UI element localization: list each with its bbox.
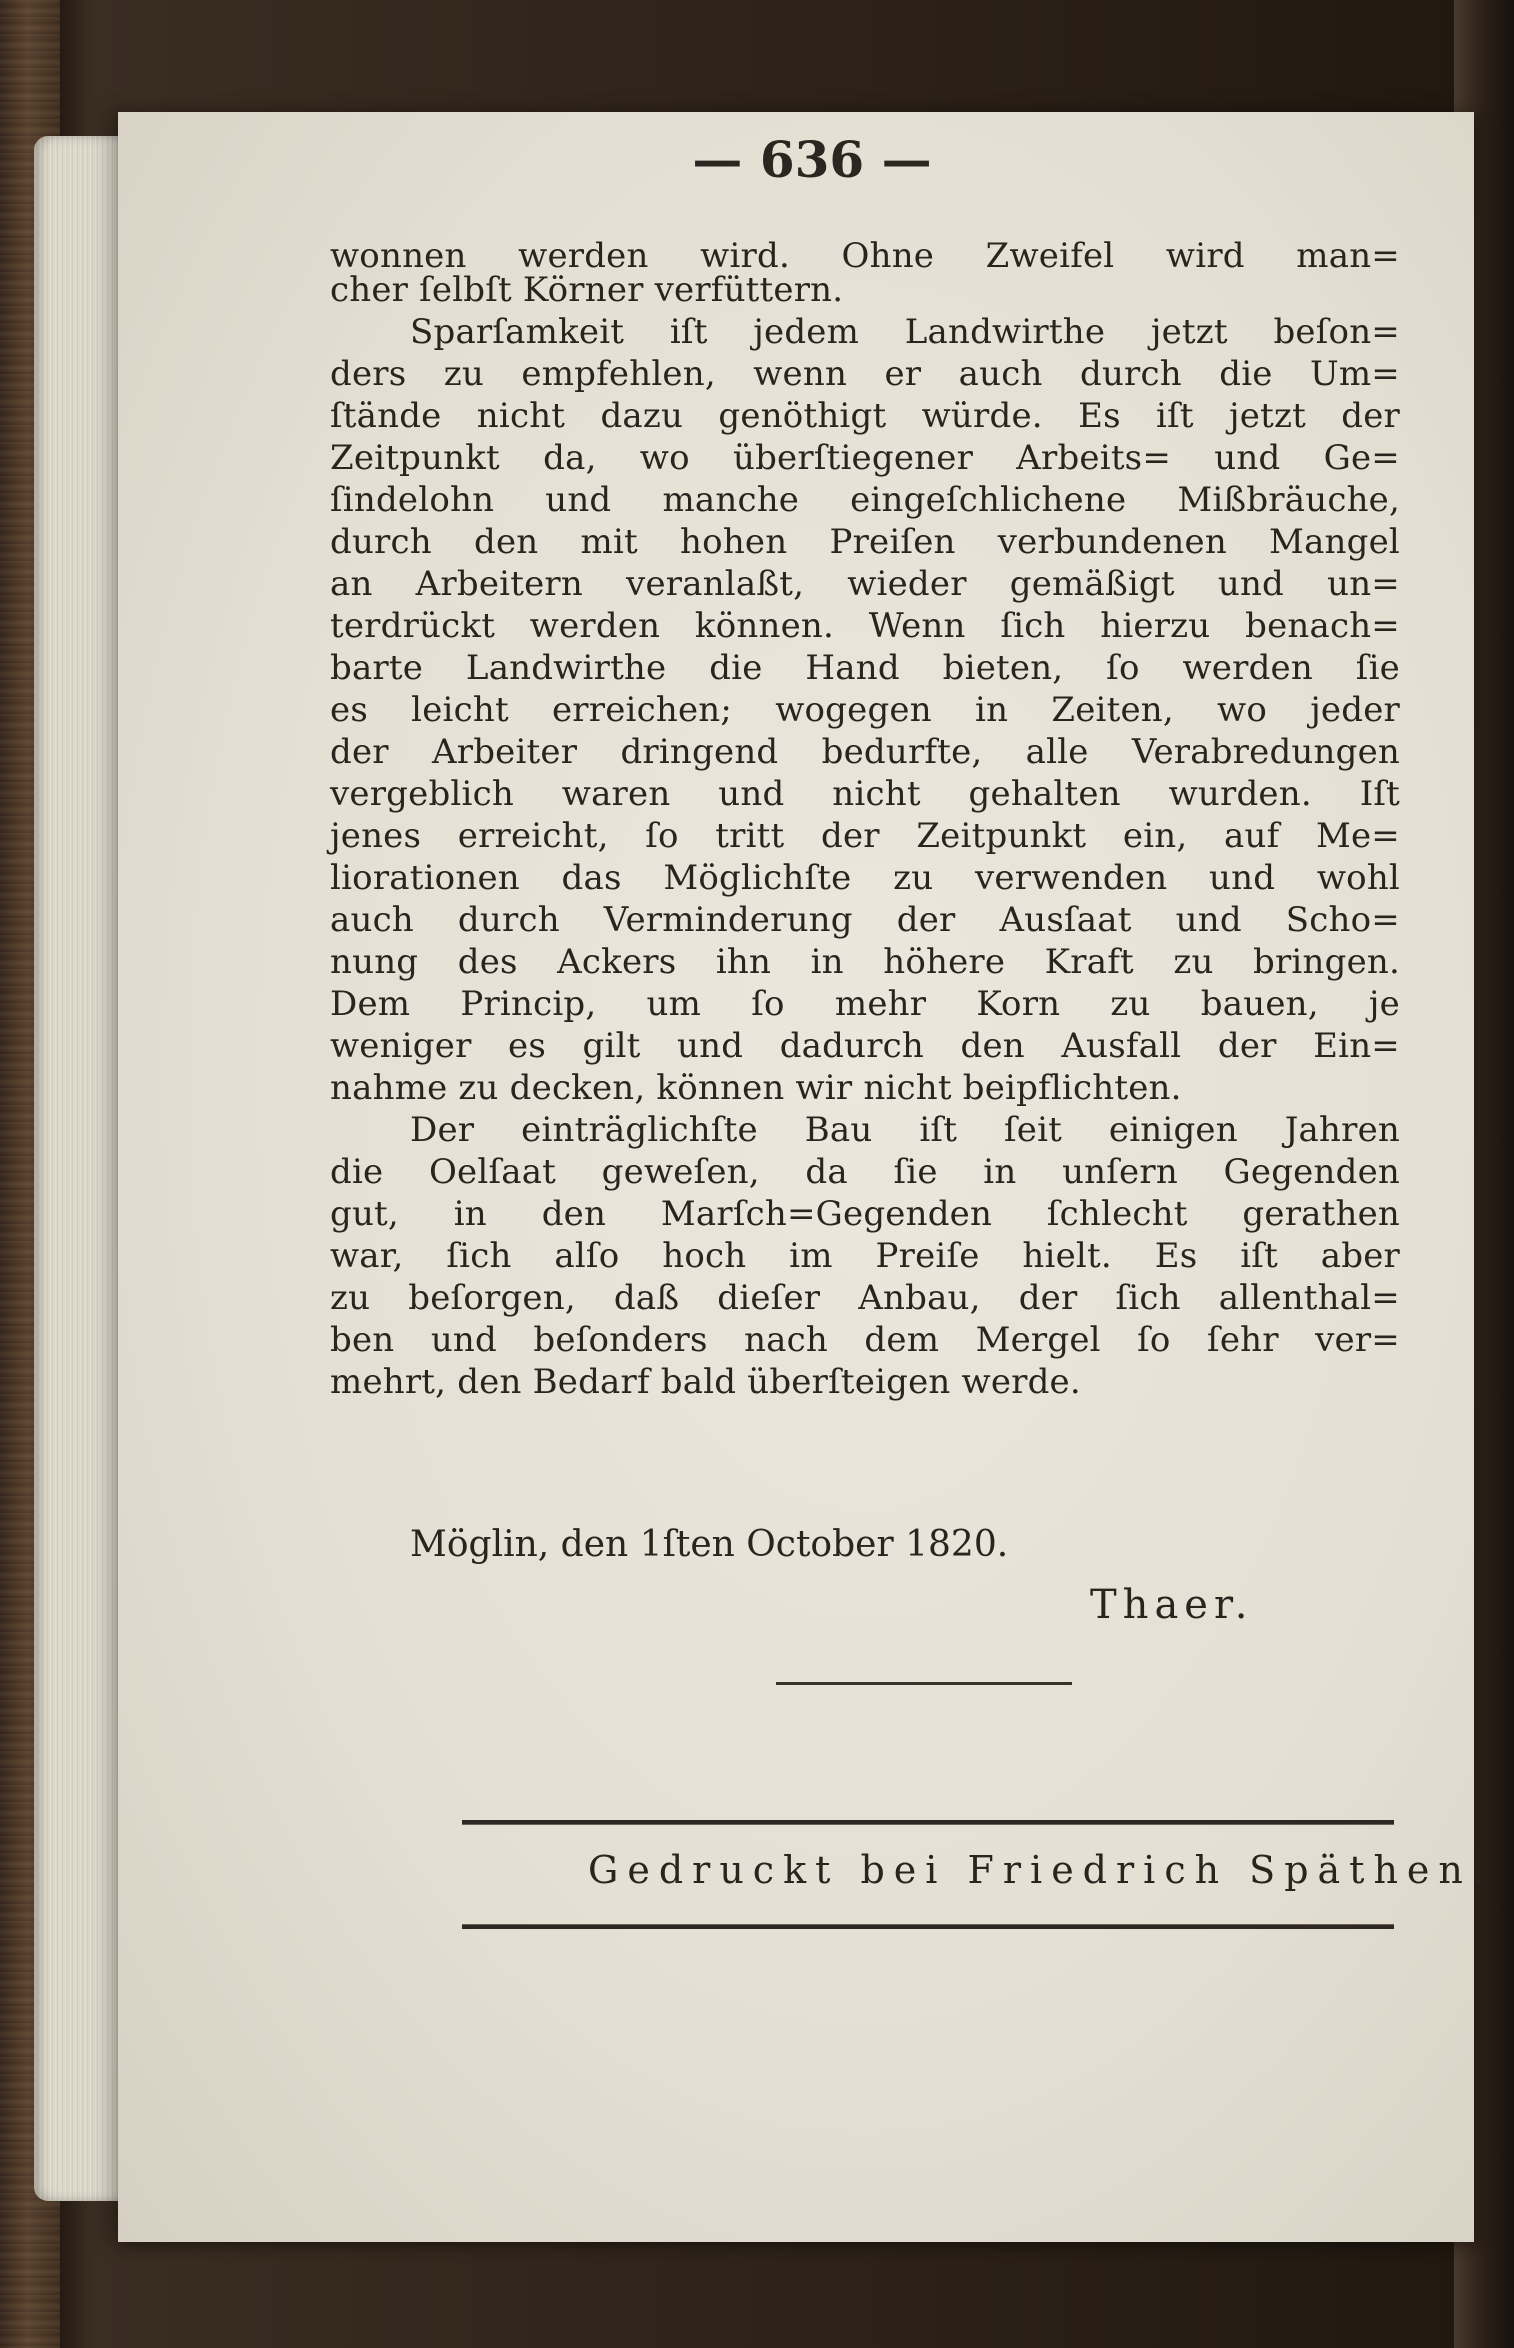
text-line: ders zu empfehlen, wenn er auch durch die Um=: [330, 354, 1400, 394]
page-number: — 636 —: [692, 130, 932, 189]
text-line: auch durch Verminderung der Ausſaat und Scho=: [330, 900, 1400, 940]
text-line: cher ſelbſt Körner verfüttern.: [330, 270, 844, 310]
text-line: zu beſorgen, daß dieſer Anbau, der ſich allenthal=: [330, 1278, 1400, 1318]
body-text: [330, 236, 1400, 1686]
text-line: terdrückt werden können. Wenn ſich hierzu benach=: [330, 606, 1400, 646]
text-line: Sparſamkeit iſt jedem Landwirthe jetzt beſon=: [410, 312, 1400, 352]
text-line: es leicht erreichen; wogegen in Zeiten, wo jeder: [330, 690, 1400, 730]
text-line: ben und beſonders nach dem Mergel ſo ſehr ver=: [330, 1320, 1400, 1360]
text-line: gut, in den Marſch=Gegenden ſchlecht gerathen: [330, 1194, 1400, 1234]
text-line: ſtände nicht dazu genöthigt würde. Es iſt jetzt der: [330, 396, 1400, 436]
printer-imprint: Gedruckt bei Friedrich Späthen.: [588, 1848, 1493, 1892]
text-line: der Arbeiter dringend bedurfte, alle Verabredungen: [330, 732, 1400, 772]
text-line: nung des Ackers ihn in höhere Kraft zu bringen.: [330, 942, 1400, 982]
text-line: liorationen das Möglichſte zu verwenden und wohl: [330, 858, 1400, 898]
text-line: Der einträglichſte Bau iſt ſeit einigen Jahren: [410, 1110, 1400, 1150]
text-line: Dem Princip, um ſo mehr Korn zu bauen, je: [330, 984, 1400, 1024]
text-line: vergeblich waren und nicht gehalten wurden. Iſt: [330, 774, 1400, 814]
text-line: an Arbeitern veranlaßt, wieder gemäßigt und un=: [330, 564, 1400, 604]
text-line: nahme zu decken, können wir nicht beipflichten.: [330, 1068, 1182, 1108]
text-line: die Oelſaat geweſen, da ſie in unſern Gegenden: [330, 1152, 1400, 1192]
text-line: ſindelohn und manche eingeſchlichene Mißbräuche,: [330, 480, 1400, 520]
imprint-top-rule: [462, 1820, 1394, 1825]
imprint-bottom-rule: [462, 1924, 1394, 1929]
text-line: wonnen werden wird. Ohne Zweifel wird man=: [330, 236, 1400, 276]
place-date-line: Möglin, den 1ſten October 1820.: [410, 1524, 1009, 1565]
author-signature: Thaer.: [1090, 1582, 1254, 1628]
text-line: war, ſich alſo hoch im Preiſe hielt. Es iſt aber: [330, 1236, 1400, 1276]
closing-rule: [776, 1682, 1072, 1685]
text-line: durch den mit hohen Preiſen verbundenen Mangel: [330, 522, 1400, 562]
text-line: jenes erreicht, ſo tritt der Zeitpunkt ein, auf Me=: [330, 816, 1400, 856]
text-line: barte Landwirthe die Hand bieten, ſo werden ſie: [330, 648, 1400, 688]
text-line: Zeitpunkt da, wo überſtiegener Arbeits= und Ge=: [330, 438, 1400, 478]
text-line: mehrt, den Bedarf bald überſteigen werde.: [330, 1362, 1081, 1402]
text-line: weniger es gilt und dadurch den Ausfall der Ein=: [330, 1026, 1400, 1066]
